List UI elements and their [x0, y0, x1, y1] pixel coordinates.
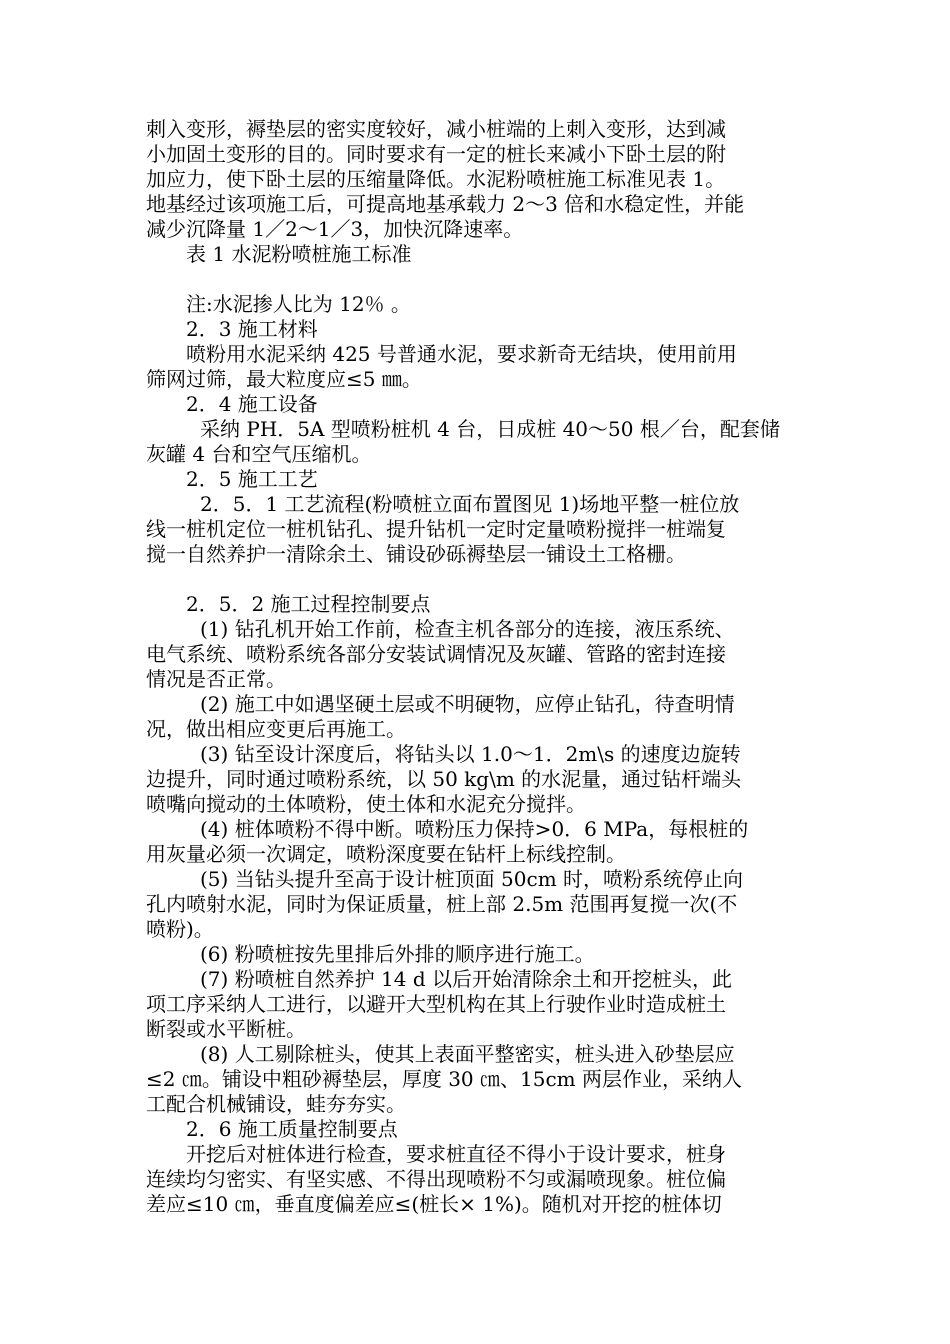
body-line: 连续均匀密实、有坚实感、不得出现喷粉不匀或漏喷现象。桩位偏 [146, 1167, 726, 1191]
blank-line [146, 567, 814, 592]
list-item: (4) 桩体喷粉不得中断。喷粉压力保持>0．6 MPa，每根桩的 [200, 817, 749, 841]
body-line: 线一桩机定位一桩机钻孔、提升钻机一定时定量喷粉搅拌一桩端复 [146, 517, 726, 541]
body-line: 喷粉用水泥采纳 425 号普通水泥，要求新奇无结块，使用前用 [186, 342, 737, 366]
body-line: 灰罐 4 台和空气压缩机。 [146, 442, 372, 466]
body-line: 喷粉)。 [146, 917, 214, 941]
list-item: (1) 钻孔机开始工作前，检查主机各部分的连接，液压系统、 [200, 617, 735, 641]
body-line: 孔内喷射水泥，同时为保证质量，桩上部 2.5m 范围再复搅一次(不 [146, 892, 738, 916]
list-item: (5) 当钻头提升至高于设计桩顶面 50cm 时，喷粉系统停止向 [200, 867, 744, 891]
body-line: 项工序采纳人工进行，以避开大型机构在其上行驶作业时造成桩土 [146, 992, 726, 1016]
body-line: 减少沉降量 1／2～1／3，加快沉降速率。 [146, 217, 524, 241]
table-note: 注:水泥掺人比为 12％ 。 [186, 292, 411, 316]
body-line: 采纳 PH．5A 型喷粉桩机 4 台，日成桩 40～50 根／台，配套储 [200, 417, 780, 441]
list-item: (6) 粉喷桩按先里排后外排的顺序进行施工。 [200, 942, 595, 966]
body-line: 差应≤10 ㎝，垂直度偏差应≤(桩长× 1%)。随机对开挖的桩体切 [146, 1192, 722, 1216]
body-line: 刺入变形，褥垫层的密实度较好，减小桩端的上刺入变形，达到减 [146, 117, 726, 141]
body-line: 电气系统、喷粉系统各部分安装试调情况及灰罐、管路的密封连接 [146, 642, 726, 666]
body-line: 开挖后对桩体进行检查，要求桩直径不得小于设计要求，桩身 [186, 1142, 726, 1166]
body-line: ≤2 ㎝。铺设中粗砂褥垫层，厚度 30 ㎝、15cm 两层作业，采纳人 [146, 1067, 742, 1091]
body-line: 况，做出相应变更后再施工。 [146, 717, 406, 741]
body-line: 加应力，使下卧土层的压缩量降低。水泥粉喷桩施工标准见表 1。 [146, 167, 726, 191]
body-line: 小加固土变形的目的。同时要求有一定的桩长来减小下卧土层的附 [146, 142, 726, 166]
body-line: 断裂或水平断桩。 [146, 1017, 306, 1041]
body-line: 情况是否正常。 [146, 667, 286, 691]
section-heading-2-5-2: 2．5．2 施工过程控制要点 [186, 592, 431, 616]
document-body [146, 117, 814, 1217]
section-heading-2-3: 2．3 施工材料 [186, 317, 318, 341]
body-line: 喷嘴向搅动的土体喷粉，使土体和水泥充分搅拌。 [146, 792, 586, 816]
body-line: 工配合机械铺设，蛙夯夯实。 [146, 1092, 406, 1116]
section-heading-2-4: 2．4 施工设备 [186, 392, 318, 416]
body-line: 地基经过该项施工后，可提高地基承载力 2～3 倍和水稳定性，并能 [146, 192, 745, 216]
list-item: (2) 施工中如遇坚硬土层或不明硬物，应停止钻孔，待查明情 [200, 692, 735, 716]
list-item: (8) 人工剔除桩头，使其上表面平整密实，桩头进入砂垫层应 [200, 1042, 735, 1066]
body-line: 用灰量必须一次调定，喷粉深度要在钻杆上标线控制。 [146, 842, 626, 866]
table-caption: 表 1 水泥粉喷桩施工标准 [186, 242, 412, 266]
body-line: 2．5．1 工艺流程(粉喷桩立面布置图见 1)场地平整一桩位放 [200, 492, 740, 516]
section-heading-2-6: 2．6 施工质量控制要点 [186, 1117, 398, 1141]
body-line: 搅一自然养护一清除余土、铺设砂砾褥垫层一铺设土工格栅。 [146, 542, 686, 566]
body-line: 边提升，同时通过喷粉系统，以 50 kg\m 的水泥量，通过钻杆端头 [146, 767, 742, 791]
list-item: (7) 粉喷桩自然养护 14 d 以后开始清除余土和开挖桩头，此 [200, 967, 733, 991]
section-heading-2-5: 2．5 施工工艺 [186, 467, 318, 491]
blank-line [146, 267, 814, 292]
body-line: 筛网过筛，最大粒度应≤5 ㎜。 [146, 367, 422, 391]
list-item: (3) 钻至设计深度后，将钻头以 1.0～1．2m\s 的速度边旋转 [200, 742, 741, 766]
